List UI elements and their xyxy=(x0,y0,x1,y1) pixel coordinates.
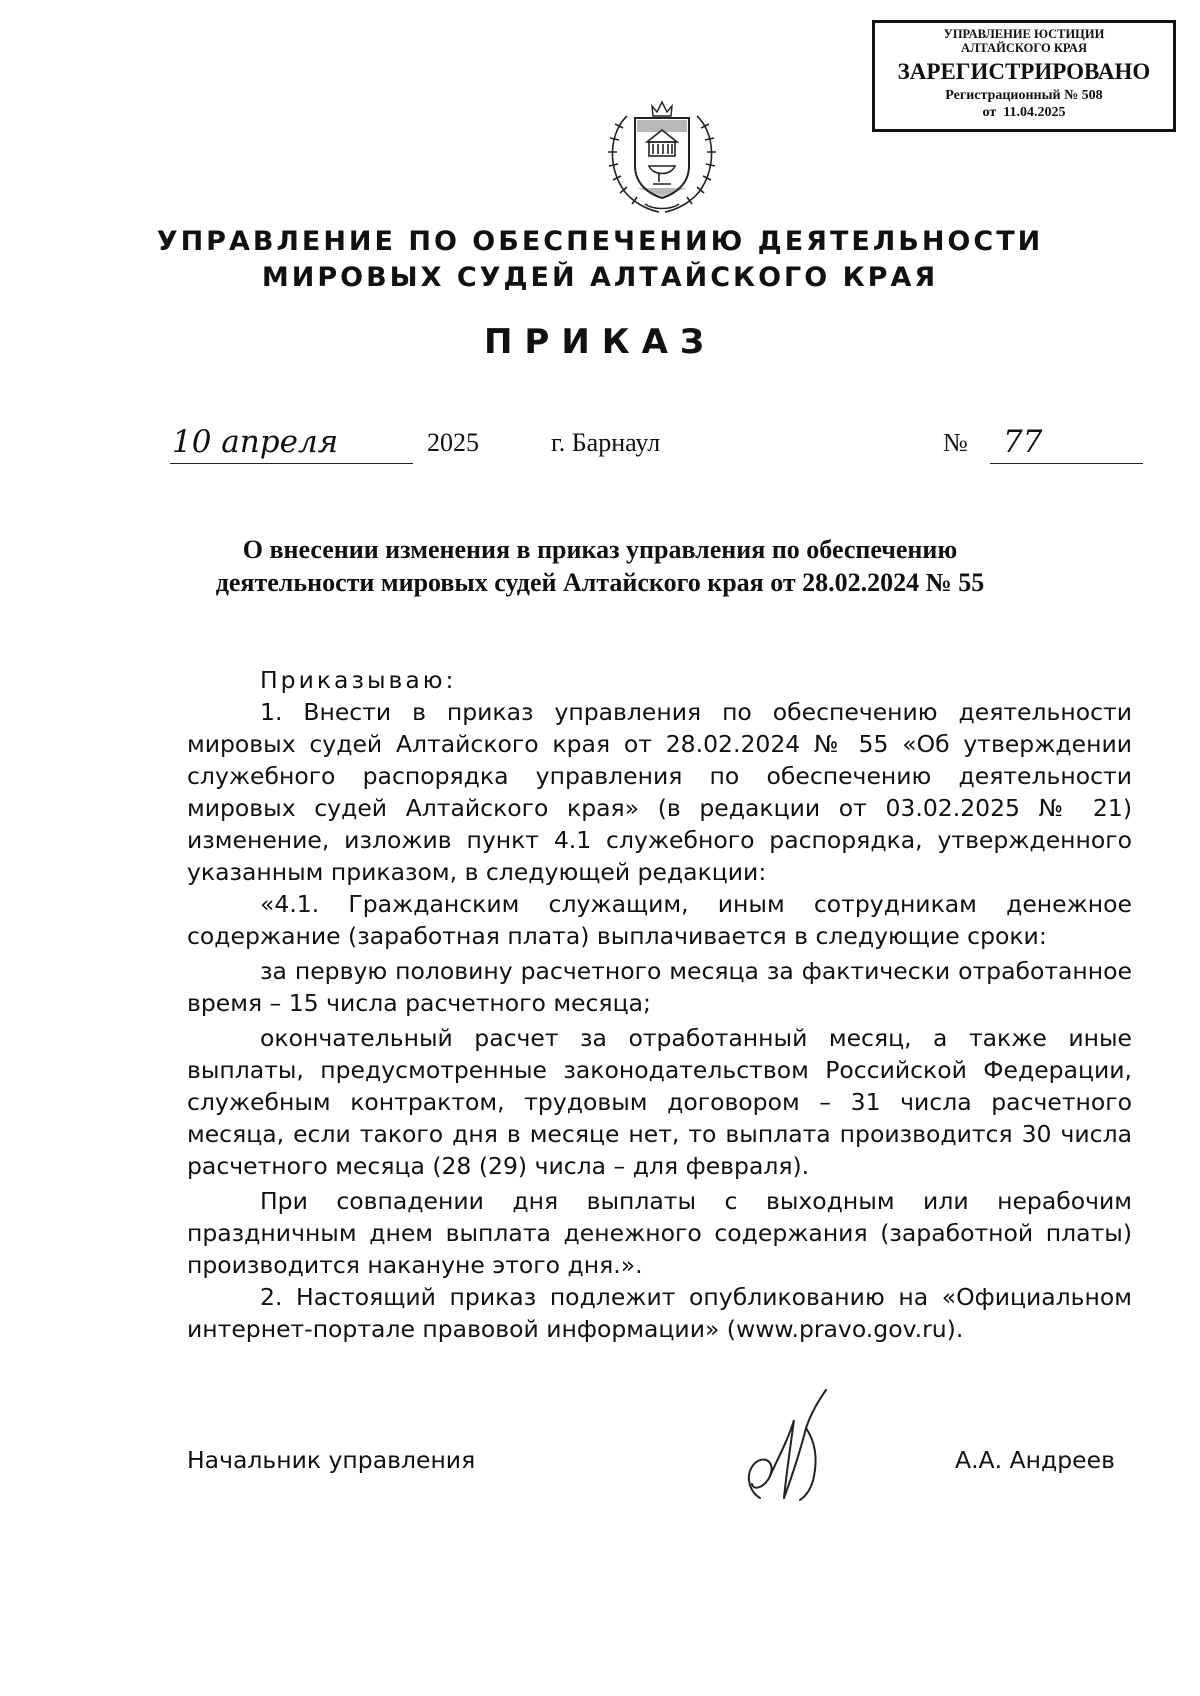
stamp-reg-date: от 11.04.2025 xyxy=(982,105,1066,120)
stamp-authority: УПРАВЛЕНИЕ ЮСТИЦИИ АЛТАЙСКОГО КРАЯ xyxy=(943,27,1105,55)
stamp-reg-number: Регистрационный № 508 xyxy=(945,88,1103,103)
stamp-status: ЗАРЕГИСТРИРОВАНО xyxy=(897,59,1151,84)
date-underline xyxy=(170,463,413,464)
org-line-1: УПРАВЛЕНИЕ ПО ОБЕСПЕЧЕНИЮ ДЕЯТЕЛЬНОСТИ xyxy=(156,226,1044,257)
registration-stamp xyxy=(872,20,1176,132)
number-underline xyxy=(990,463,1143,464)
signer-title: Начальник управления xyxy=(187,1446,476,1474)
paragraph-6: 2. Настоящий приказ подлежит опубликованию на «Официальном интернет-портале правовой информации» (www.pravo.gov.ru). xyxy=(187,1283,1132,1343)
paragraph-1: 1. Внести в приказ управления по обеспечению деятельности мировых судей Алтайского края от 28.02.2024 № 55 «Об утверждении служебного распорядка управления по обеспечению деятельности мировых судей Алтайского края» (в редакции от 03.02.2025 № 21) изменение, изложив пункт 4.1 служебного распорядка, утвержденного указанным приказом, в следующей редакции: xyxy=(187,698,1132,886)
document-body xyxy=(187,664,1132,1345)
paragraph-2: «4.1. Гражданским служащим, иным сотрудникам денежное содержание (заработная плата) выплачивается в следующие сроки: xyxy=(187,890,1132,950)
paragraph-4: окончательный расчет за отработанный месяц, а также иные выплаты, предусмотренные законодательством Российской Федерации, служебным контрактом, трудовым договором – 31 числа расчетного месяца, если такого дня в месяце нет, то выплата производится 30 числа расчетного месяца (28 (29) числа – для февраля). xyxy=(187,1024,1132,1180)
handwritten-date: 10 апреля xyxy=(172,424,339,460)
document-year: 2025 xyxy=(427,428,479,457)
paragraph-3: за первую половину расчетного месяца за фактически отработанное время – 15 числа расчетного месяца; xyxy=(187,957,1132,1017)
organization-name xyxy=(0,224,1200,296)
subject-line-2: деятельности мировых судей Алтайского края от 28.02.2024 № 55 xyxy=(215,568,985,597)
org-line-2: МИРОВЫХ СУДЕЙ АЛТАЙСКОГО КРАЯ xyxy=(261,262,939,293)
signer-name: А.А. Андреев xyxy=(955,1446,1115,1474)
subject-line-1: О внесении изменения в приказ управления по обеспечению xyxy=(242,535,958,564)
number-label: № xyxy=(943,428,968,457)
document-subject xyxy=(180,533,1020,599)
document-type: ПРИКАЗ xyxy=(483,322,717,362)
altai-krai-coat-of-arms-icon xyxy=(597,88,727,216)
document-city: г. Барнаул xyxy=(551,428,661,457)
paragraph-5: При совпадении дня выплаты с выходным или нерабочим праздничным днем выплата денежного содержания (заработной платы) производится накануне этого дня.». xyxy=(187,1187,1132,1279)
handwritten-signature-icon xyxy=(730,1380,845,1510)
order-word: Приказываю: xyxy=(260,666,457,694)
handwritten-number: 77 xyxy=(1003,424,1043,460)
